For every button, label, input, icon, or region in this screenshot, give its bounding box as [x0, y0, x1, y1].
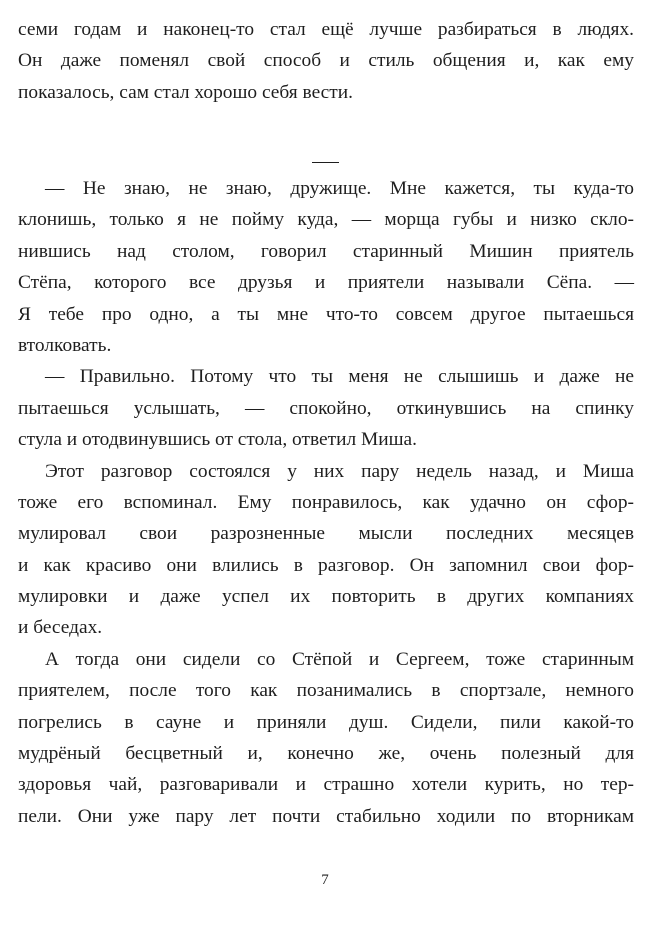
text-line: мулировал свои разрозненные мысли последних месяцев	[18, 523, 634, 545]
text-line: А тогда они сидели со Стёпой и Сергеем, тоже старинным	[45, 648, 634, 670]
text-line: семи годам и наконец-то стал ещё лучше разбираться в людях.	[18, 19, 634, 40]
text-line: тоже его вспоминал. Ему понравилось, как удачно он сфор-	[18, 491, 634, 513]
text-line: и беседах.	[18, 617, 103, 639]
text-line: Этот разговор состоялся у них пару недель назад, и Миша	[45, 460, 634, 482]
text-line: стула и отодвинувшись от стола, ответил Миша.	[18, 429, 417, 451]
text-line: мулировки и даже успел их повторить в других компаниях	[18, 586, 634, 608]
text-line: Я тебе про одно, а ты мне что-то совсем другое пытаешься	[18, 303, 634, 325]
section-separator	[312, 162, 339, 163]
text-line: мудрёный бесцветный и, конечно же, очень полезный для	[18, 743, 634, 765]
text-line: погрелись в сауне и приняли душ. Сидели, пили какой-то	[18, 711, 634, 733]
page-number: 7	[321, 872, 329, 888]
text-line: показалось, сам стал хорошо себя вести.	[18, 81, 353, 103]
text-line: втолковать.	[18, 334, 112, 356]
paragraph	[18, 361, 634, 455]
text-line: приятелем, после того как позанимались в спортзале, немного	[18, 680, 634, 702]
paragraph	[18, 456, 634, 644]
top-paragraph	[18, 14, 634, 108]
text-line: здоровья чай, разговаривали и страшно хотели курить, но тер-	[18, 774, 634, 796]
paragraph	[18, 173, 634, 361]
dialogue-section	[18, 173, 634, 832]
text-line: Он даже поменял свой способ и стиль общения и, как ему	[18, 50, 634, 72]
text-line: — Правильно. Потому что ты меня не слышишь и даже не	[45, 366, 634, 388]
text-line: и как красиво они влились в разговор. Он запомнил свои фор-	[18, 554, 634, 576]
text-line: нившись над столом, говорил старинный Мишин приятель	[18, 240, 634, 262]
paragraph	[18, 644, 634, 832]
text-line: пытаешься услышать, — спокойно, откинувшись на спинку	[18, 397, 634, 419]
text-line: клонишь, только я не пойму куда, — морща губы и низко скло-	[18, 209, 634, 231]
text-line: пели. Они уже пару лет почти стабильно ходили по вторникам	[18, 805, 634, 827]
text-line: — Не знаю, не знаю, дружище. Мне кажется, ты куда-то	[45, 178, 634, 199]
text-line: Стёпа, которого все друзья и приятели называли Сёпа. —	[18, 272, 634, 294]
